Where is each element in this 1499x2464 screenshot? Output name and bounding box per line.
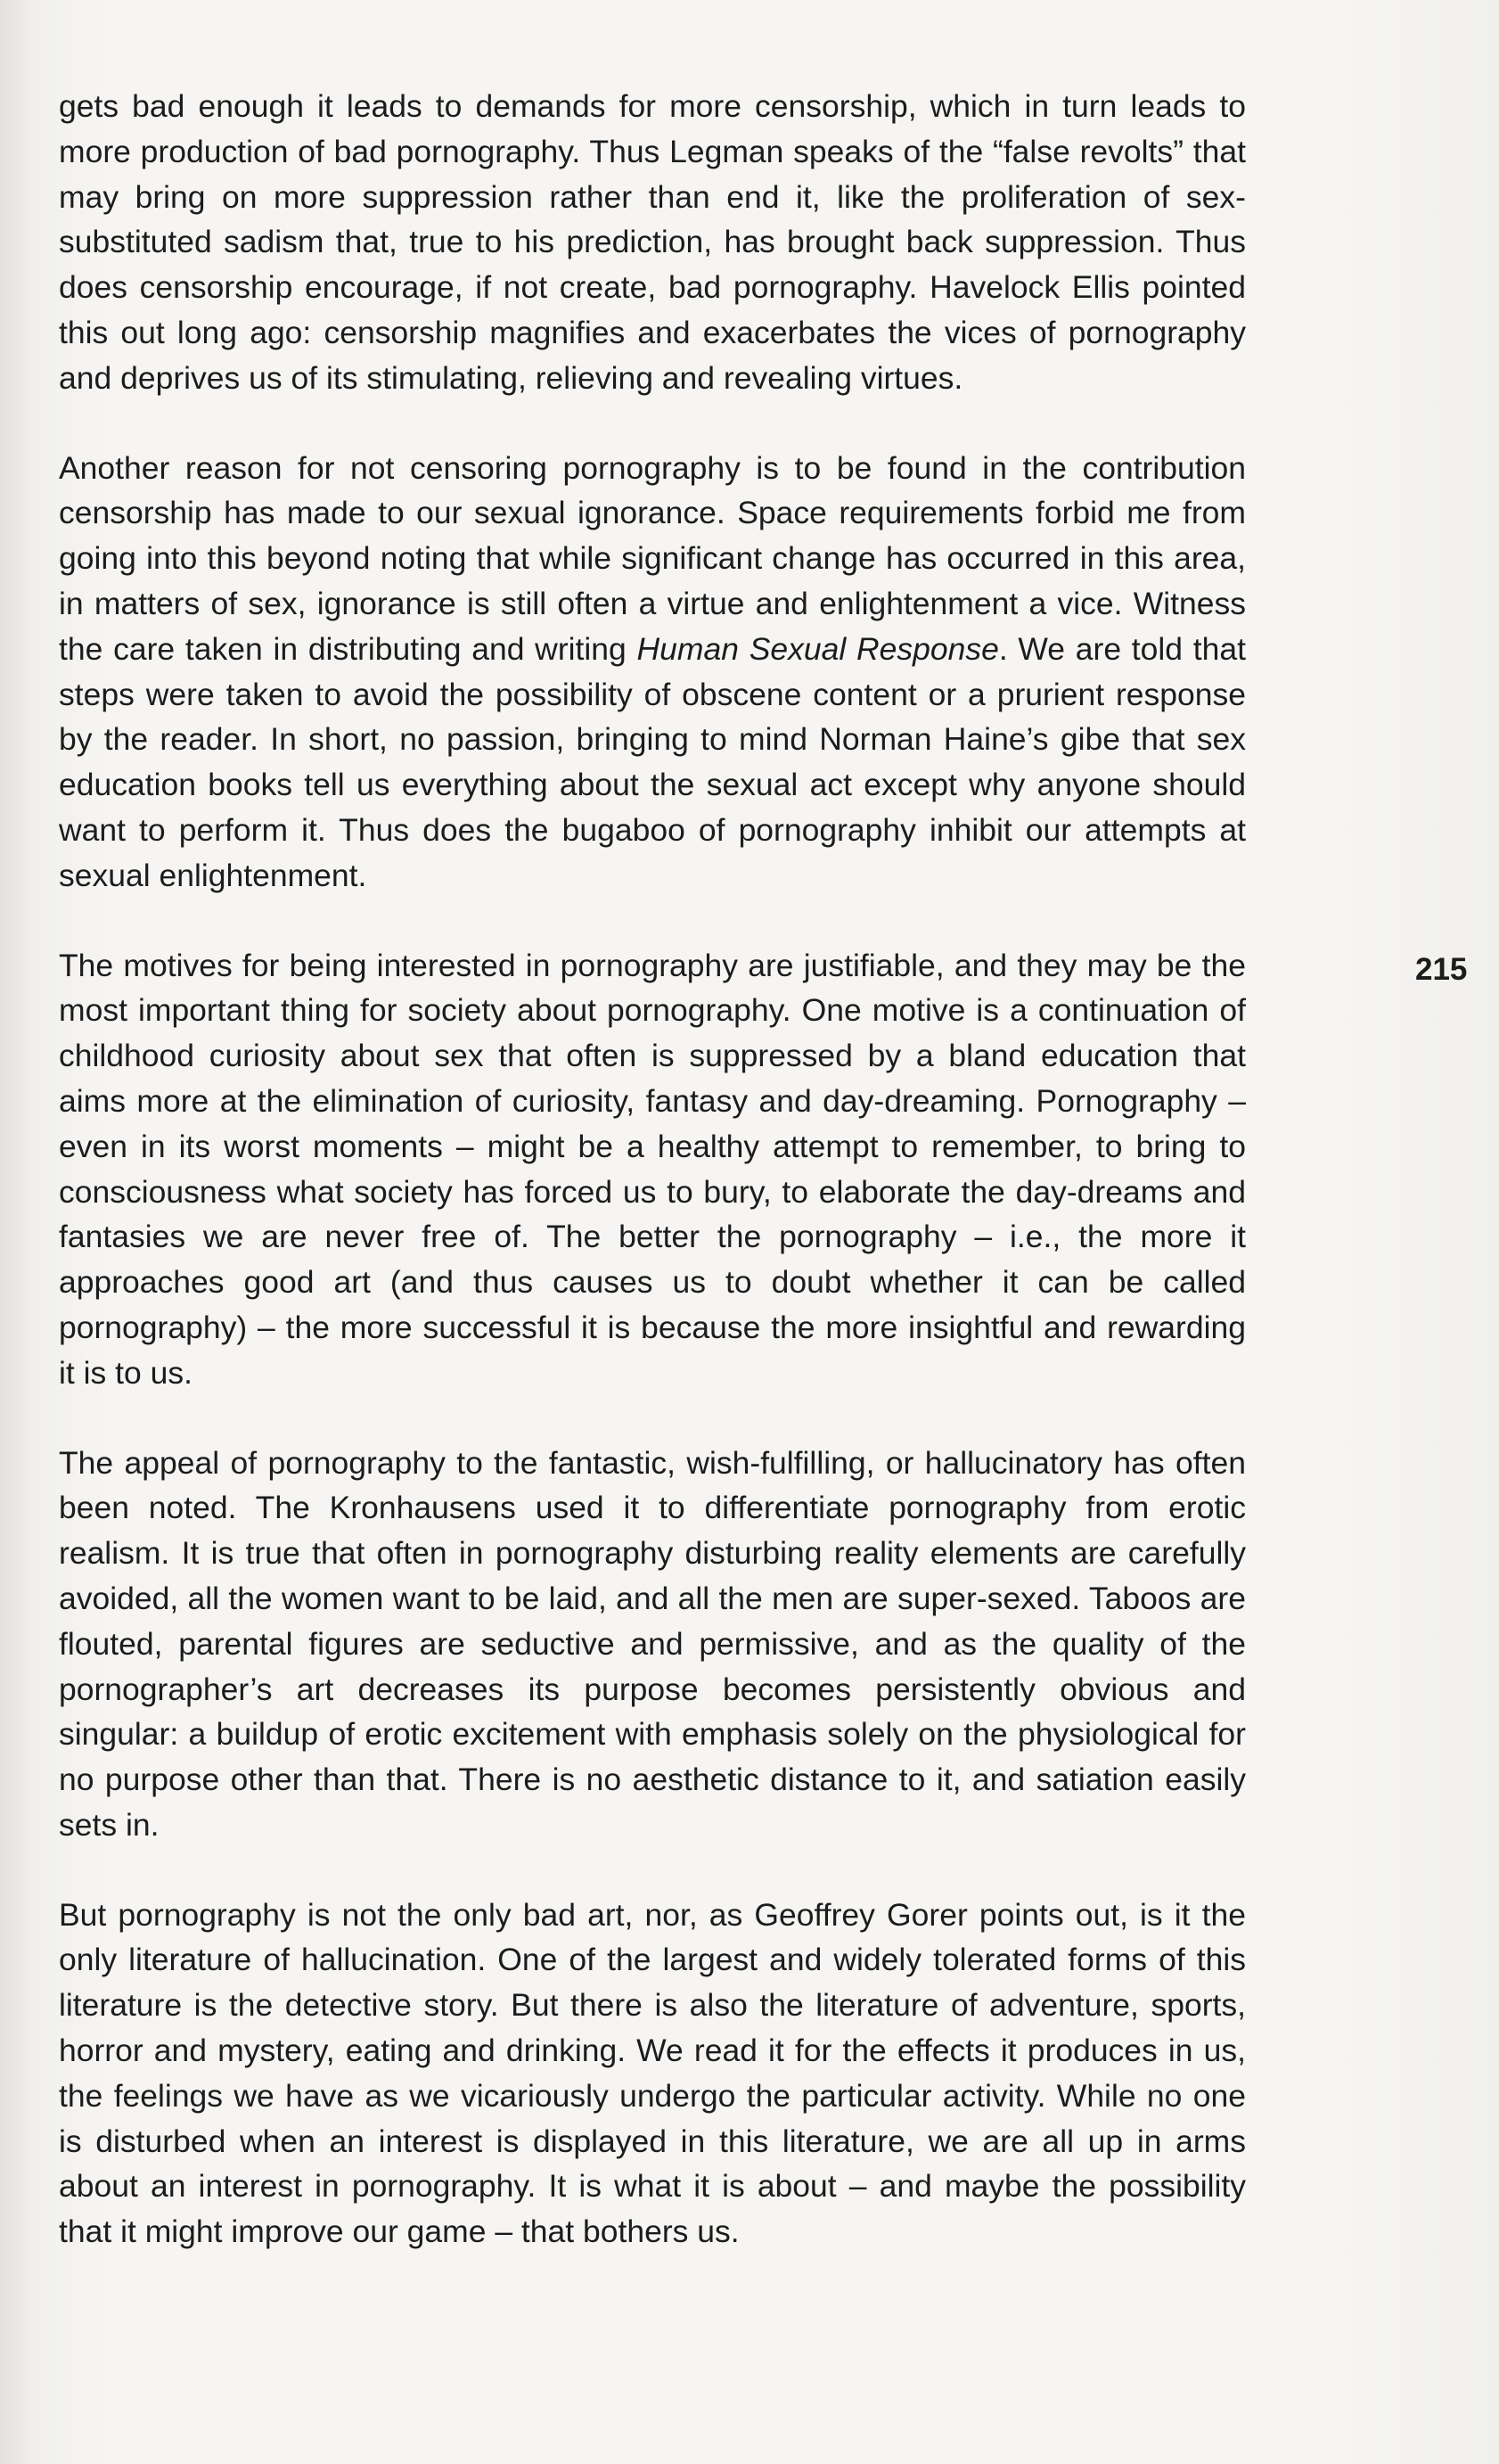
paragraph-motives: The motives for being interested in pornography are justifiable, and they may be the most important thing for society about pornography. One motive is a continuation of childhood curiosity about sex that often is suppressed by a bland education that aims more at the elimination of curiosity, fantasy and day-dreaming. Pornography – even in its worst moments – might be a healthy attempt to remember, to bring to consciousness what society has forced us to bury, to elaborate the day-dreams and fantasies we are never free of. The better the pornography – i.e., the more it approaches good art (and thus causes us to doubt whether it can be called pornography) – the more successful it is because the more insightful and rewarding it is to us. — [59, 947, 1246, 1391]
paragraph-bad-art: But pornography is not the only bad art, nor, as Geoffrey Gorer points out, is it the only literature of hallucination. One of the largest and widely tolerated forms of this literature is the detective story. But there is also the literature of adventure, sports, horror and mystery, eating and drinking. We read it for the effects it produces in us, the feelings we have as we vicariously undergo the particular activity. While no one is disturbed when an interest is displayed in this literature, we are all up in arms about an interest in pornography. It is what it is about – and maybe the possibility that it might improve our game – that bothers us. — [59, 1896, 1246, 2250]
paragraph-appeal: The appeal of pornography to the fantastic, wish-fulfilling, or hallucinatory has often been noted. The Kronhausens used it to differentiate pornography from erotic realism. It is true that often in pornography disturbing reality elements are carefully avoided, all the women want to be laid, and all the men are super-sexed. Taboos are flouted, parental figures are seductive and permissive, and as the quality of the pornographer’s art decreases its purpose becomes persistently obvious and singular: a buildup of erotic excitement with emphasis solely on the physiological for no purpose other than that. There is no aesthetic distance to it, and satiation easily sets in. — [59, 1444, 1246, 1843]
paragraph-sexual-ignorance-start: Another reason for not censoring pornography is to be found in the contribution censorship has made to our sexual ignorance. Space requirements forbid me from going into this beyond noting that while significant change has occurred in this area, in matters of sex, ignorance is still often a virtue and enlightenment a vice. Witness the care taken in distributing and writing — [59, 449, 1246, 667]
body-text — [59, 84, 1246, 2299]
paragraph-censorship: gets bad enough it leads to demands for more censorship, which in turn leads to more production of bad pornography. Thus Legman speaks of the “false revolts” that may bring on more suppression rather than end it, like the proliferation of sex-substituted sadism that, true to his prediction, has brought back suppression. Thus does censorship encourage, if not create, bad pornography. Havelock Ellis pointed this out long ago: censorship magnifies and exacerbates the vices of pornography and deprives us of its stimulating, relieving and revealing virtues. — [59, 88, 1246, 396]
paragraph-sexual-ignorance-end: . We are told that steps were taken to avoid the possibility of obscene content or a prurient response by the reader. In short, no passion, bringing to mind Norman Haine’s gibe that sex education books tell us everything about the sexual act except why anyone should want to perform it. Thus does the bugaboo of pornography inhibit our attempts at sexual enlightenment. — [59, 630, 1246, 893]
book-title-human-sexual-response: Human Sexual Response — [636, 630, 999, 667]
paragraph-sexual-ignorance — [59, 446, 1246, 899]
page-number: 215 — [1415, 952, 1468, 987]
